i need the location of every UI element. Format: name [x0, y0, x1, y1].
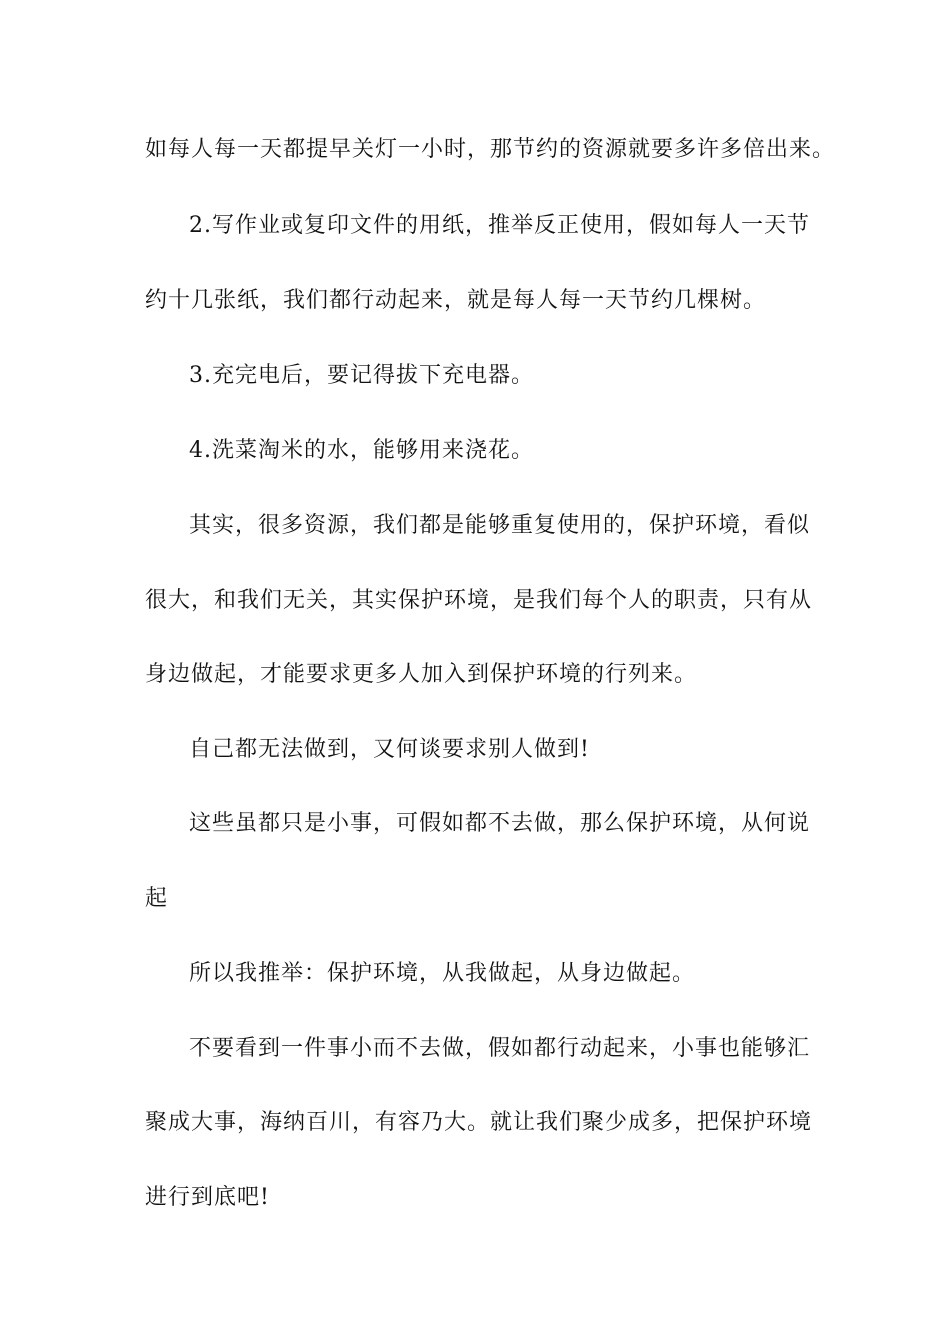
text-line-7: 很大，和我们无关，其实保护环境，是我们每个人的职责，只有从: [145, 588, 813, 613]
text-line-6: 其实，很多资源，我们都是能够重复使用的，保护环境，看似: [189, 513, 811, 538]
text-line-3: 约十几张纸，我们都行动起来，就是每人每一天节约几棵树。: [145, 288, 767, 313]
text-line-14: 聚成大事，海纳百川，有容乃大。就让我们聚少成多，把保护环境: [145, 1110, 813, 1135]
text-line-10: 这些虽都只是小事，可假如都不去做，那么保护环境，从何说: [189, 811, 811, 836]
text-line-12: 所以我推举：保护环境，从我做起，从身边做起。: [189, 961, 696, 986]
text-line-4: 3.充完电后，要记得拔下充电器。: [189, 363, 534, 388]
text-line-8: 身边做起，才能要求更多人加入到保护环境的行列来。: [145, 662, 698, 687]
text-line-1: 如每人每一天都提早关灯一小时，那节约的资源就要多许多倍出来。: [145, 137, 836, 162]
text-line-5: 4.洗菜淘米的水，能够用来浇花。: [189, 438, 534, 463]
text-line-9: 自己都无法做到，又何谈要求别人做到!: [189, 737, 590, 762]
text-line-15: 进行到底吧!: [145, 1185, 270, 1210]
text-line-11: 起: [145, 886, 169, 911]
text-line-13: 不要看到一件事小而不去做，假如都行动起来，小事也能够汇: [189, 1036, 811, 1061]
text-line-2: 2.写作业或复印文件的用纸，推举反正使用，假如每人一天节: [189, 213, 810, 238]
